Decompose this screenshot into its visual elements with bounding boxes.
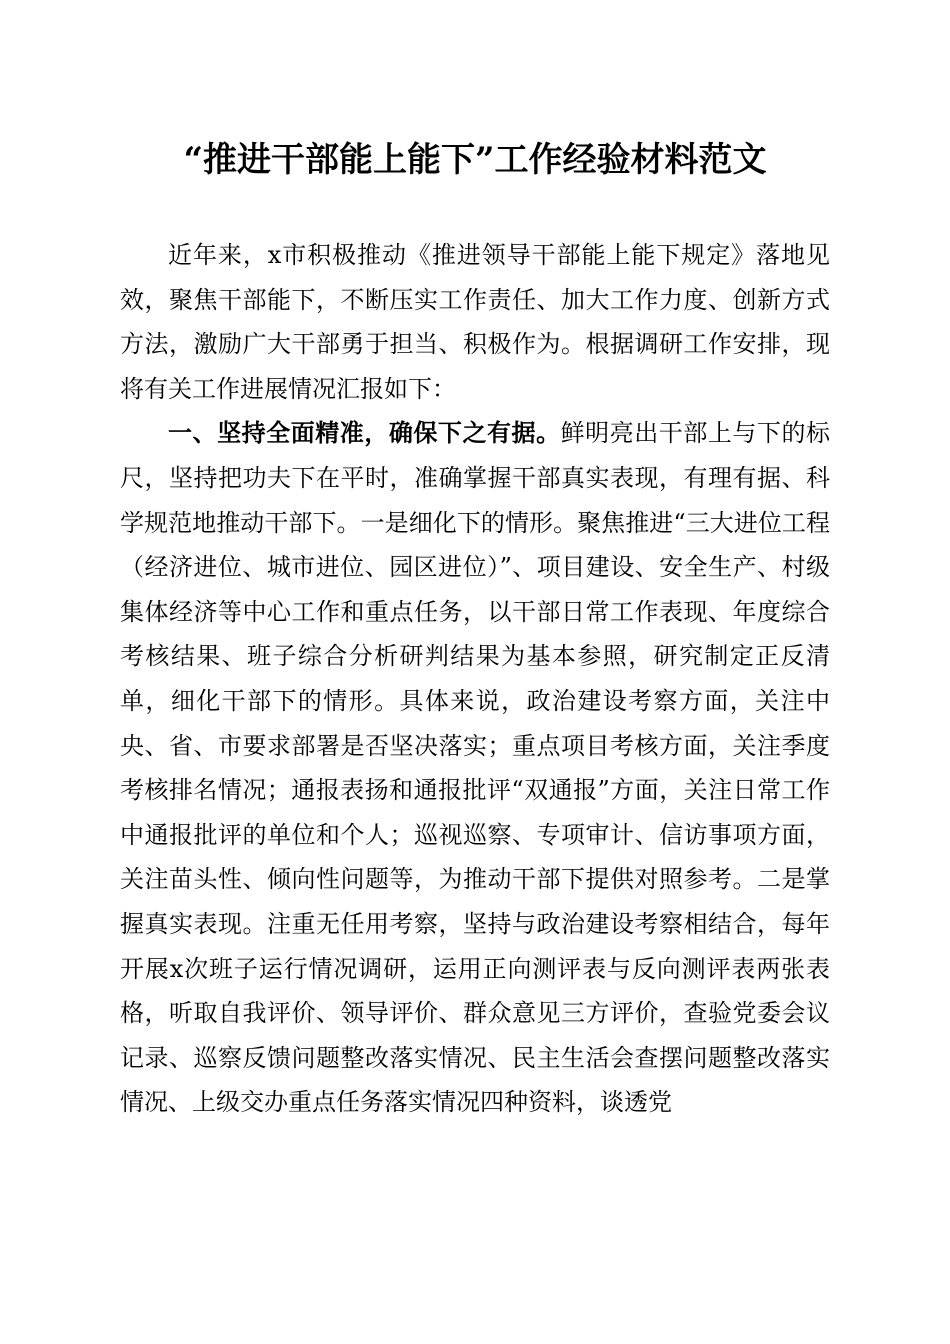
paragraph-intro-text: 近年来，x市积极推动《推进领导干部能上能下规定》落地见效，聚焦干部能下，不断压实工作责任、加大工作力度、创新方式方法，激励广大干部勇于担当、积极作为。根据调研工作安排，现将有关工作进展情况汇报如下： — [120, 241, 830, 403]
paragraph-intro — [120, 233, 830, 411]
paragraph-section-one — [120, 411, 830, 1125]
section-one-heading: 一、坚持全面精准，确保下之有据。 — [168, 418, 561, 448]
document-body — [120, 233, 830, 1125]
section-one-text: 鲜明亮出干部上与下的标尺，坚持把功夫下在平时，准确掌握干部真实表现，有理有据、科学规范地推动干部下。一是细化下的情形。聚焦推进“三大进位工程（经济进位、城市进位、园区进位）”、项目建设、安全生产、村级集体经济等中心工作和重点任务，以干部日常工作表现、年度综合考核结果、班子综合分析研判结果为基本参照，研究制定正反清单，细化干部下的情形。具体来说，政治建设考察方面，关注中央、省、市要求部署是否坚决落实；重点项目考核方面，关注季度考核排名情况；通报表扬和通报批评“双通报”方面，关注日常工作中通报批评的单位和个人；巡视巡察、专项审计、信访事项方面，关注苗头性、倾向性问题等，为推动干部下提供对照参考。二是掌握真实表现。注重无任用考察，坚持与政治建设考察相结合，每年开展x次班子运行情况调研，运用正向测评表与反向测评表两张表格，听取自我评价、领导评价、群众意见三方评价，查验党委会议记录、巡察反馈问题整改落实情况、民主生活会查摆问题整改落实情况、上级交办重点任务落实情况四种资料，谈透党 — [120, 419, 831, 1117]
document-title: “推进干部能上能下”工作经验材料范文 — [183, 140, 767, 180]
